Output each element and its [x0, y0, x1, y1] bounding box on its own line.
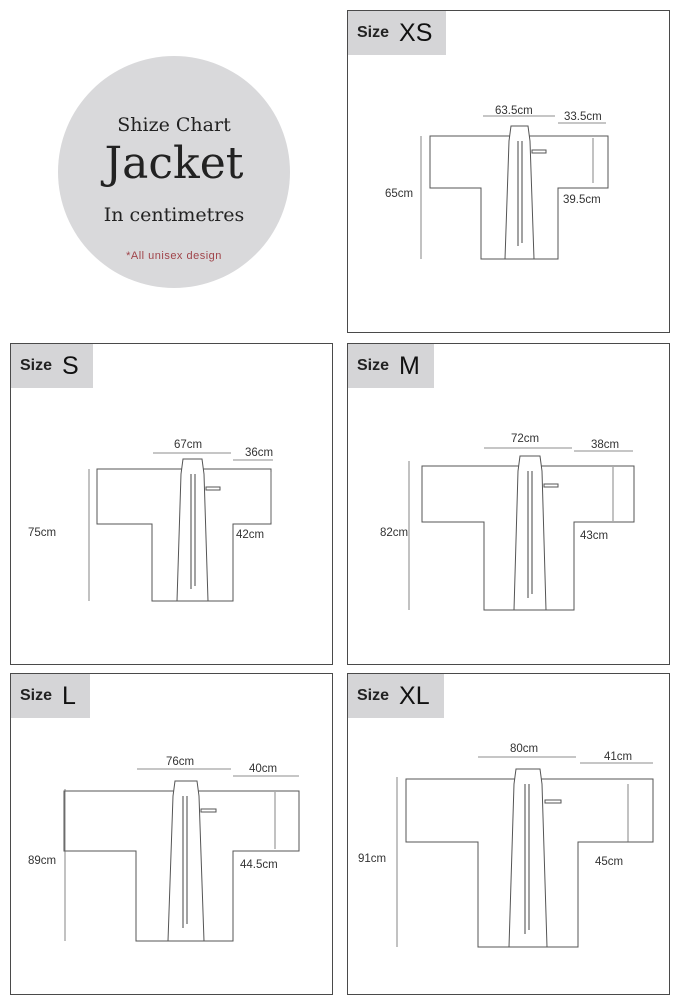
sleeve-label: 40cm: [249, 763, 278, 775]
size-label: Size: [20, 357, 53, 374]
length-label: 91cm: [358, 853, 387, 865]
size-value: XL: [399, 681, 430, 710]
size-panel-s: [10, 343, 333, 665]
sleeve-label: 38cm: [591, 439, 620, 451]
size-label: Size: [20, 687, 53, 704]
length-label: 75cm: [28, 527, 57, 539]
cuff-label: 45cm: [595, 856, 624, 868]
unisex-note: *All unisex design: [126, 250, 222, 262]
jacket-diagram: [11, 344, 331, 664]
sleeve-label: 36cm: [245, 447, 274, 459]
width-label: 80cm: [510, 743, 539, 755]
unit-label: In centimetres: [103, 204, 245, 226]
cuff-label: 42cm: [236, 529, 265, 541]
size-value: M: [399, 351, 420, 380]
jacket-diagram: [348, 344, 668, 664]
cuff-label: 39.5cm: [563, 194, 601, 206]
size-panel-xs: [347, 10, 670, 333]
jacket-diagram: [11, 674, 331, 994]
cuff-label: 44.5cm: [240, 859, 278, 871]
width-label: 63.5cm: [495, 105, 533, 117]
size-panel-l: [10, 673, 333, 995]
size-value: XS: [399, 18, 433, 47]
jacket-diagram: [348, 11, 668, 331]
width-label: 67cm: [174, 439, 203, 451]
jacket-diagram: [348, 674, 668, 994]
size-value: S: [62, 351, 79, 380]
size-label: Size: [357, 357, 390, 374]
chart-title: Jacket: [104, 138, 244, 189]
width-label: 76cm: [166, 756, 195, 768]
width-label: 72cm: [511, 433, 540, 445]
size-value: L: [62, 681, 76, 710]
cuff-label: 43cm: [580, 530, 609, 542]
size-label: Size: [357, 24, 390, 41]
length-label: 89cm: [28, 855, 57, 867]
length-label: 82cm: [380, 527, 409, 539]
title-badge: [58, 56, 290, 288]
length-label: 65cm: [385, 188, 414, 200]
chart-subtitle: Shize Chart: [117, 114, 231, 136]
size-label: Size: [357, 687, 390, 704]
sleeve-label: 33.5cm: [564, 111, 602, 123]
size-panel-m: [347, 343, 670, 665]
jacket-figure: [430, 126, 608, 259]
sleeve-label: 41cm: [604, 751, 633, 763]
size-panel-xl: [347, 673, 670, 995]
